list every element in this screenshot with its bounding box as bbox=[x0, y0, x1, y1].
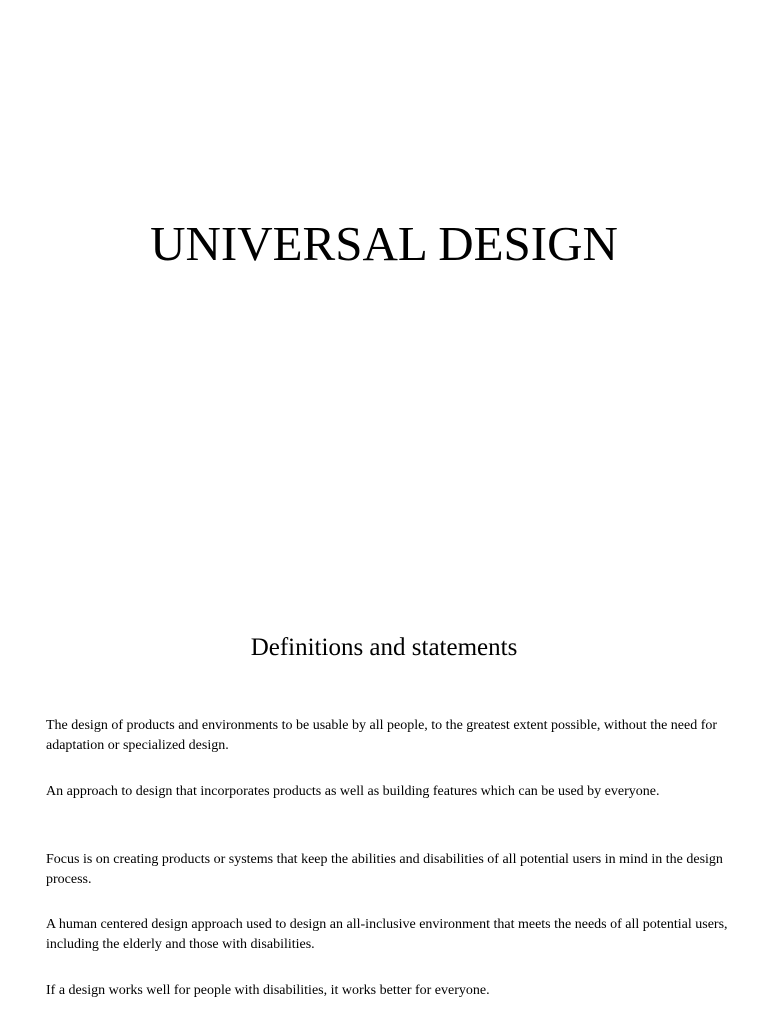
page-title: UNIVERSAL DESIGN bbox=[150, 216, 618, 271]
definition-paragraph: Focus is on creating products or systems that keep the abilities and disabilities of all potential users in mind in the design process. bbox=[46, 852, 723, 887]
definition-paragraph: If a design works well for people with disabilities, it works better for everyone. bbox=[46, 983, 490, 998]
section-heading: Definitions and statements bbox=[250, 634, 518, 661]
definition-paragraph: The design of products and environments to be usable by all people, to the greatest extent possible, without the need for adaptation or specialized design. bbox=[46, 718, 718, 753]
definition-paragraph: An approach to design that incorporates products as well as building features which can be used by everyone. bbox=[46, 784, 660, 799]
definition-paragraph: A human centered design approach used to design an all-inclusive environment that meets the needs of all potential users, including the elderly and those with disabilities. bbox=[46, 917, 728, 952]
